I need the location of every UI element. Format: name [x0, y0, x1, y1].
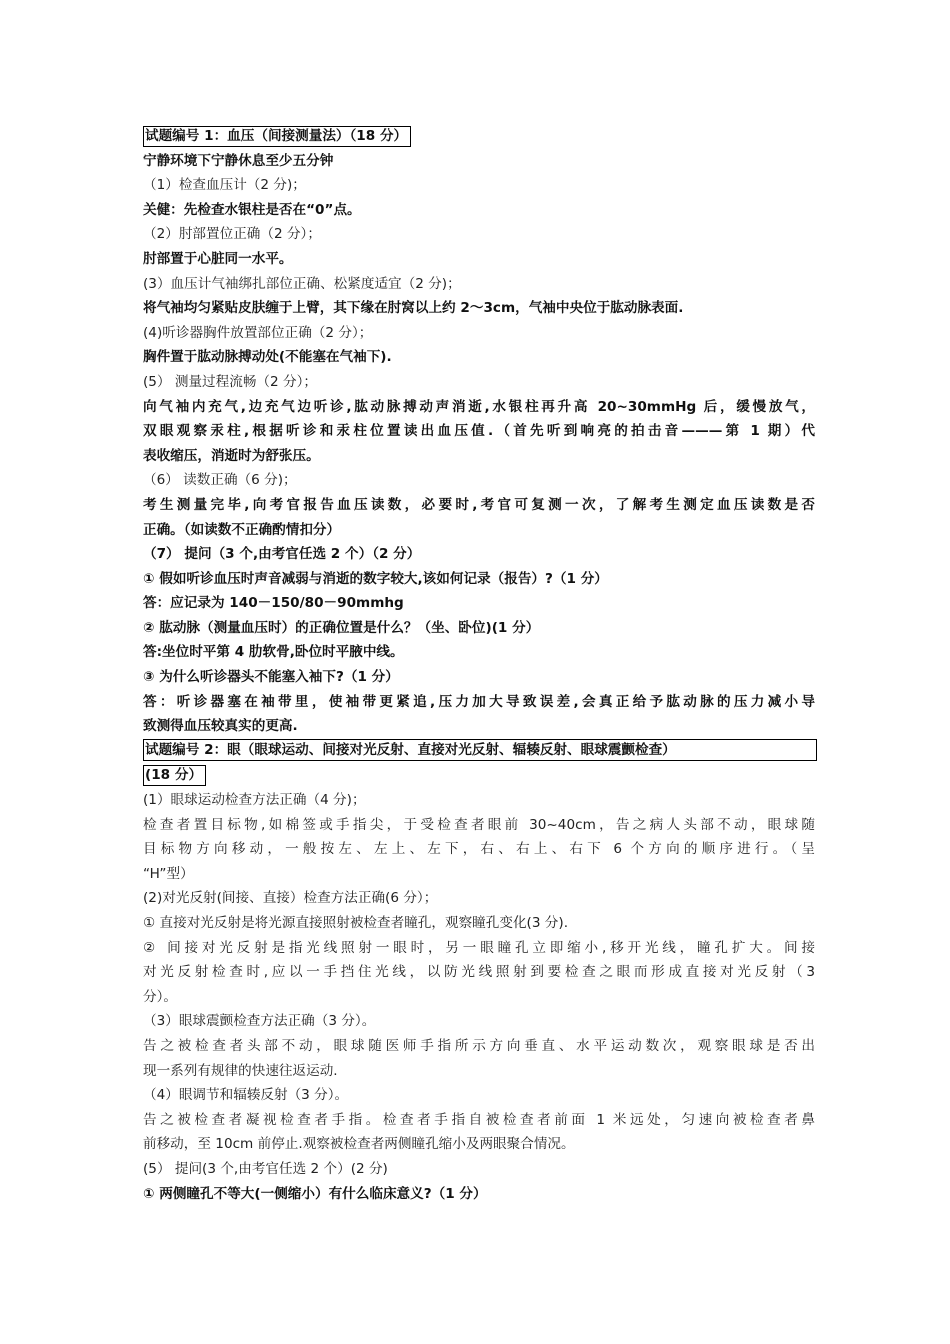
q1-line: （6） 读数正确（6 分)； — [143, 472, 297, 489]
q2-body — [143, 788, 815, 1206]
q2-line: 目标物方向移动，一般按左、左上、左下，右、右上、右下 6 个方向的顺序进行。（呈 — [143, 841, 815, 858]
q2-line: 告之被检查者凝视检查者手指。检查者手指自被检查者前面 1 米远处，匀速向被检查者鼻 — [143, 1111, 815, 1128]
document-page — [143, 124, 815, 1206]
q2-title-score: (18 分） — [143, 765, 206, 786]
q1-line: 表收缩压，消逝时为舒张压。 — [143, 447, 320, 464]
q1-line: （2）肘部置位正确（2 分）； — [143, 226, 321, 243]
q1-body — [143, 149, 815, 739]
q1-line: (5） 测量过程流畅（2 分）； — [143, 373, 317, 390]
q2-line: (1）眼球运动检查方法正确（4 分)； — [143, 792, 366, 809]
q2-line: ① 两侧瞳孔不等大(一侧缩小）有什么临床意义?（1 分） — [143, 1185, 487, 1202]
q1-line: 肘部置于心脏同一水平。 — [143, 250, 293, 267]
q1-line: 答:坐位时平第 4 肋软骨,卧位时平腋中线。 — [143, 644, 404, 661]
q2-line: （3）眼球震颤检查方法正确（3 分）。 — [143, 1013, 376, 1030]
q1-line: 考生测量完毕,向考官报告血压读数，必要时,考官可复测一次，了解考生测定血压读数是否 — [143, 496, 815, 513]
q2-line: 检查者置目标物,如棉签或手指尖，于受检查者眼前 30~40cm，告之病人头部不动，眼球随 — [143, 816, 815, 833]
q2-title-line-2 — [143, 763, 815, 788]
q1-line: ① 假如听诊血压时声音减弱与消逝的数字较大,该如何记录（报告）?（1 分） — [143, 570, 608, 587]
q1-line: ③ 为什么听诊器头不能塞入袖下?（1 分） — [143, 669, 399, 686]
q1-line: 答：应记录为 140－150/80－90mmhg — [143, 595, 404, 612]
q1-title-line — [143, 124, 815, 149]
q2-line: 现一系列有规律的快速往返运动. — [143, 1062, 338, 1079]
q2-line: 分）。 — [143, 988, 177, 1005]
q2-line: 前移动，至 10cm 前停止.观察被检查者两侧瞳孔缩小及两眼聚合情况。 — [143, 1136, 575, 1153]
q2-line: ② 间接对光反射是指光线照射一眼时，另一眼瞳孔立即缩小,移开光线，瞳孔扩大。间接 — [143, 939, 815, 956]
q1-line: 将气袖均匀紧贴皮肤缠于上臂，其下缘在肘窝以上约 2～3cm，气袖中央位于肱动脉表面. — [143, 300, 684, 317]
q2-line: “H”型） — [143, 865, 194, 882]
q1-line: (4)听诊器胸件放置部位正确（2 分）； — [143, 324, 373, 341]
q1-line: (3）血压计气袖绑扎部位正确、松紧度适宜（2 分)； — [143, 275, 461, 292]
q2-line: （4）眼调节和辐辏反射（3 分）。 — [143, 1087, 349, 1104]
q2-line: 对光反射检查时,应以一手挡住光线，以防光线照射到要检查之眼而形成直接对光反射（3 — [143, 964, 815, 981]
q2-line: 告之被检查者头部不动，眼球随医师手指所示方向垂直、水平运动数次，观察眼球是否出 — [143, 1037, 815, 1054]
q1-line: 正确。（如读数不正确酌情扣分） — [143, 521, 341, 538]
q2-line: (2)对光反射(间接、直接）检查方法正确(6 分）； — [143, 890, 438, 907]
q1-line: 致测得血压较真实的更高. — [143, 718, 298, 735]
q1-line: 胸件置于肱动脉搏动处(不能塞在气袖下). — [143, 349, 392, 366]
q1-line: ② 肱动脉（测量血压时）的正确位置是什么？（坐、卧位)(1 分） — [143, 619, 540, 636]
q1-line: （7） 提问（3 个,由考官任选 2 个）（2 分） — [143, 546, 421, 563]
q2-title-line-1 — [143, 739, 815, 764]
q1-line: （1）检查血压计（2 分)； — [143, 177, 306, 194]
q1-line: 关健：先检查水银柱是否在“0”点。 — [143, 201, 361, 218]
q1-line: 向气袖内充气,边充气边听诊,肱动脉搏动声消逝,水银柱再升高 20~30mmHg 后，缓慢放气， — [143, 398, 815, 415]
q2-title: 试题编号 2：眼（眼球运动、间接对光反射、直接对光反射、辐辏反射、眼球震颤检查） — [143, 739, 817, 761]
q1-line: 答：听诊器塞在袖带里，使袖带更紧追,压力加大导致误差,会真正给予肱动脉的压力减小导 — [143, 693, 815, 710]
q2-line: (5） 提问(3 个,由考官任选 2 个）(2 分) — [143, 1160, 388, 1177]
q1-line: 宁静环境下宁静休息至少五分钟 — [143, 152, 334, 169]
q2-line: ① 直接对光反射是将光源直接照射被检查者瞳孔，观察瞳孔变化(3 分). — [143, 915, 569, 931]
q1-title: 试题编号 1：血压（间接测量法）（18 分） — [143, 126, 411, 147]
q1-line: 双眼观察汞柱,根据听诊和汞柱位置读出血压值.（首先听到响亮的拍击音———第 1 期）代 — [143, 423, 815, 440]
